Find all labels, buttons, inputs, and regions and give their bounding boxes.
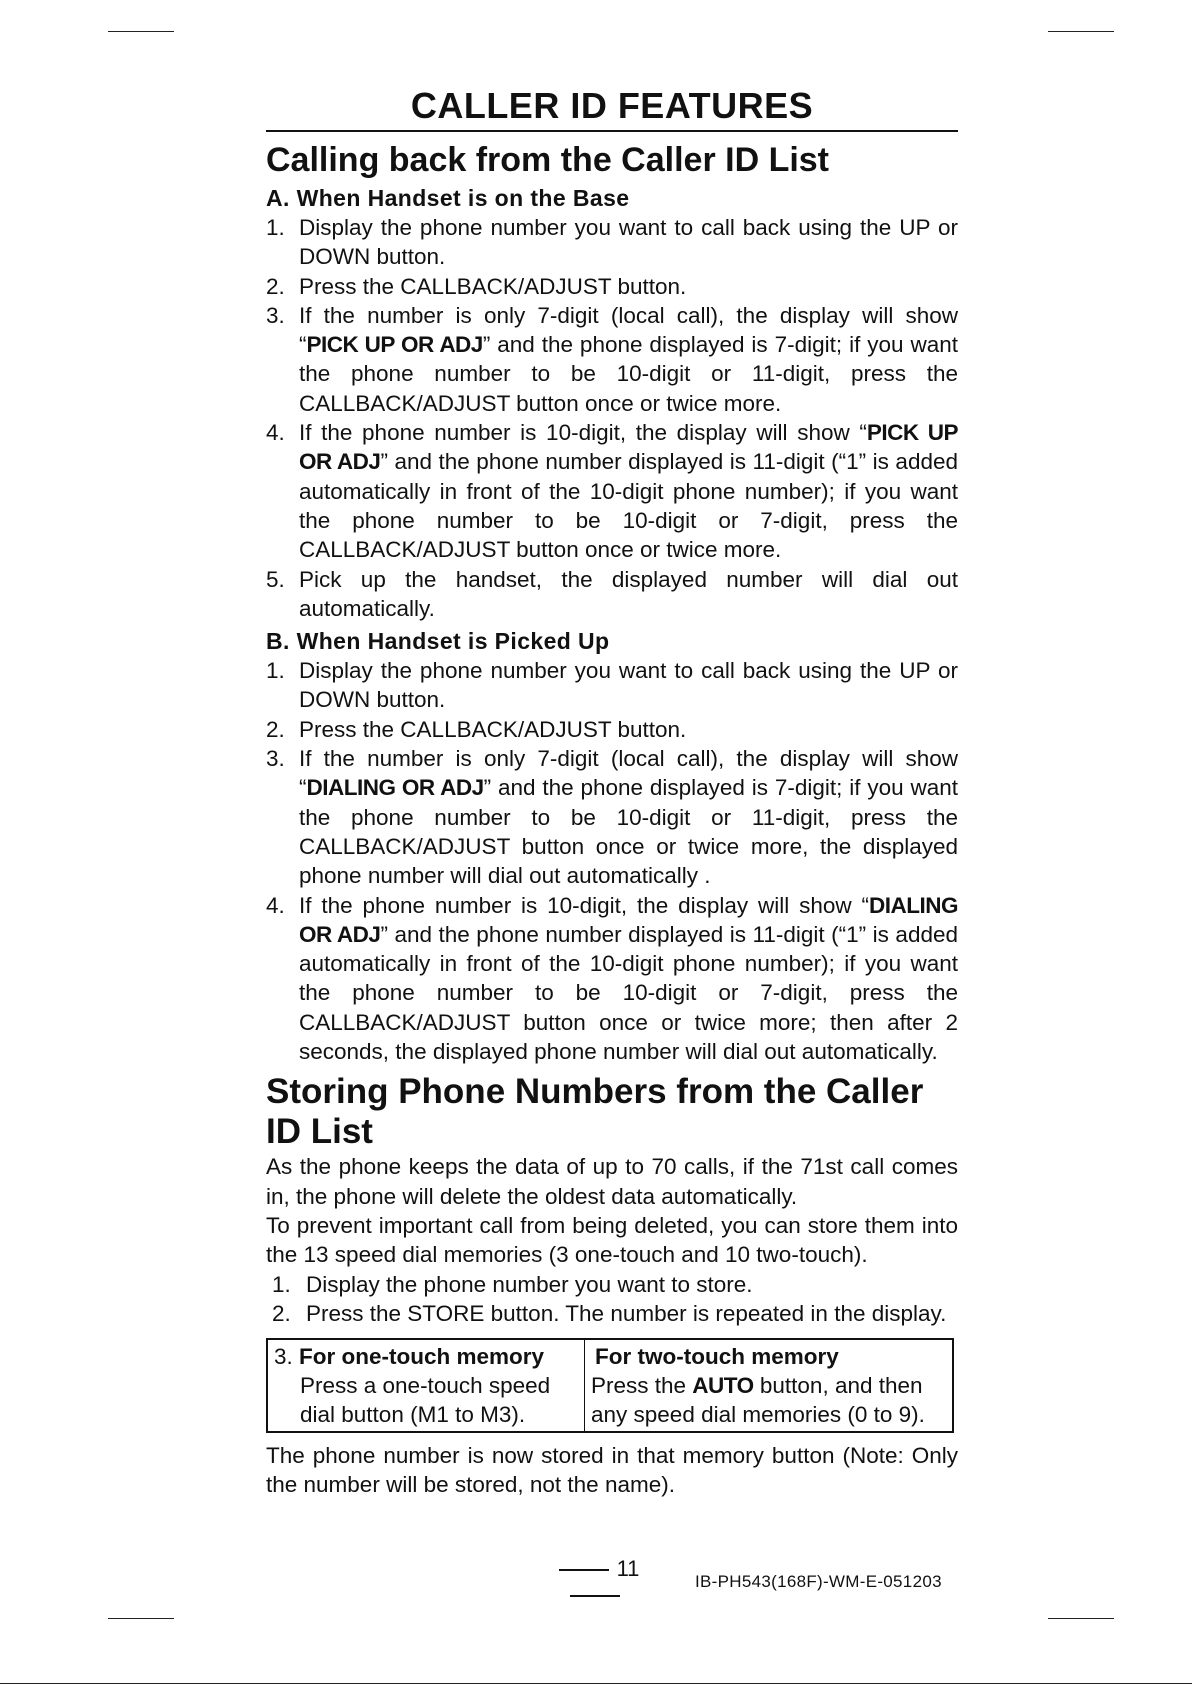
page-title: CALLER ID FEATURES [266,86,958,132]
section-heading: Storing Phone Numbers from the Caller ID List [266,1072,924,1152]
list-item: 2. Press the STORE button. The number is repeated in the display. [272,1300,947,1326]
list-item: 2. Press the CALLBACK/ADJUST button. [266,273,687,299]
step-list [266,213,958,623]
list-item: 2. Press the CALLBACK/ADJUST button. [266,716,687,742]
display-message: DIALING OR ADJ [299,892,958,947]
divider [559,1569,609,1571]
list-item: 4. If the phone number is 10-digit, the display will show “DIALING OR ADJ” and the phone number displayed is 11-digit (“1” is added automatically in front of the 10-digit phone number); if you want the phone number to be 10-digit or 7-digit, press the CALLBACK/ADJUST button once or twice more; then after 2 seconds, the displayed phone number will dial out automatically. [266,892,958,1065]
list-item: 5. Pick up the handset, the displayed number will dial out automatically. [266,566,958,621]
display-message: PICK UP OR ADJ [299,420,959,475]
one-touch-cell: 3. For one-touch memory Press a one-touch speed dial button (M1 to M3). [267,1339,585,1432]
paragraph: To prevent important call from being deleted, you can store them into the 13 speed dial memories (3 one-touch and 10 two-touch). [266,1212,958,1268]
page-content [266,86,958,1500]
page-edge [0,1683,1192,1684]
crop-mark [1048,31,1114,32]
memory-table [266,1338,954,1433]
two-touch-cell: For two-touch memory Press the AUTO button, and then any speed dial memories (0 to 9). [591,1344,925,1428]
list-item: 1. Display the phone number you want to call back using the UP or DOWN button. [266,215,958,270]
display-message: PICK UP OR ADJ [306,332,483,358]
step-list [266,656,958,1066]
list-item: 1. Display the phone number you want to call back using the UP or DOWN button. [266,658,958,713]
page-number: 11 [520,1556,670,1608]
list-item: 3. If the number is only 7-digit (local call), the display will show “PICK UP OR ADJ” and the phone displayed is 7-digit; if you want the phone number to be 10-digit or 11-digit, press the CALLBACK/ADJUST button once or twice more. [266,302,958,416]
display-message: DIALING OR ADJ [306,775,484,801]
auto-button-label: AUTO [692,1373,754,1399]
subsection-heading: A. When Handset is on the Base [266,185,630,211]
section-heading: Calling back from the Caller ID List [266,141,830,179]
crop-mark [108,31,174,32]
step-list [266,1270,958,1329]
paragraph: The phone number is now stored in that memory button (Note: Only the number will be stored, not the name). [266,1443,958,1498]
crop-mark [108,1618,174,1619]
paragraph: As the phone keeps the data of up to 70 calls, if the 71st call comes in, the phone will delete the oldest data automatically. [266,1154,958,1209]
list-item: 4. If the phone number is 10-digit, the display will show “PICK UP OR ADJ” and the phone number displayed is 11-digit (“1” is added automatically in front of the 10-digit phone number); if you want the phone number to be 10-digit or 7-digit, press the CALLBACK/ADJUST button once or twice more. [266,420,959,563]
list-item: 3. If the number is only 7-digit (local call), the display will show “DIALING OR ADJ” and the phone displayed is 7-digit; if you want the phone number to be 10-digit or 11-digit, press the CALLBACK/ADJUST button once or twice more, the displayed phone number will dial out automatically . [266,746,958,889]
crop-mark [1048,1618,1114,1619]
subsection-heading: B. When Handset is Picked Up [266,628,610,655]
document-code: IB-PH543(168F)-WM-E-051203 [695,1572,942,1591]
list-item: 1. Display the phone number you want to store. [272,1271,753,1297]
divider [570,1595,620,1597]
